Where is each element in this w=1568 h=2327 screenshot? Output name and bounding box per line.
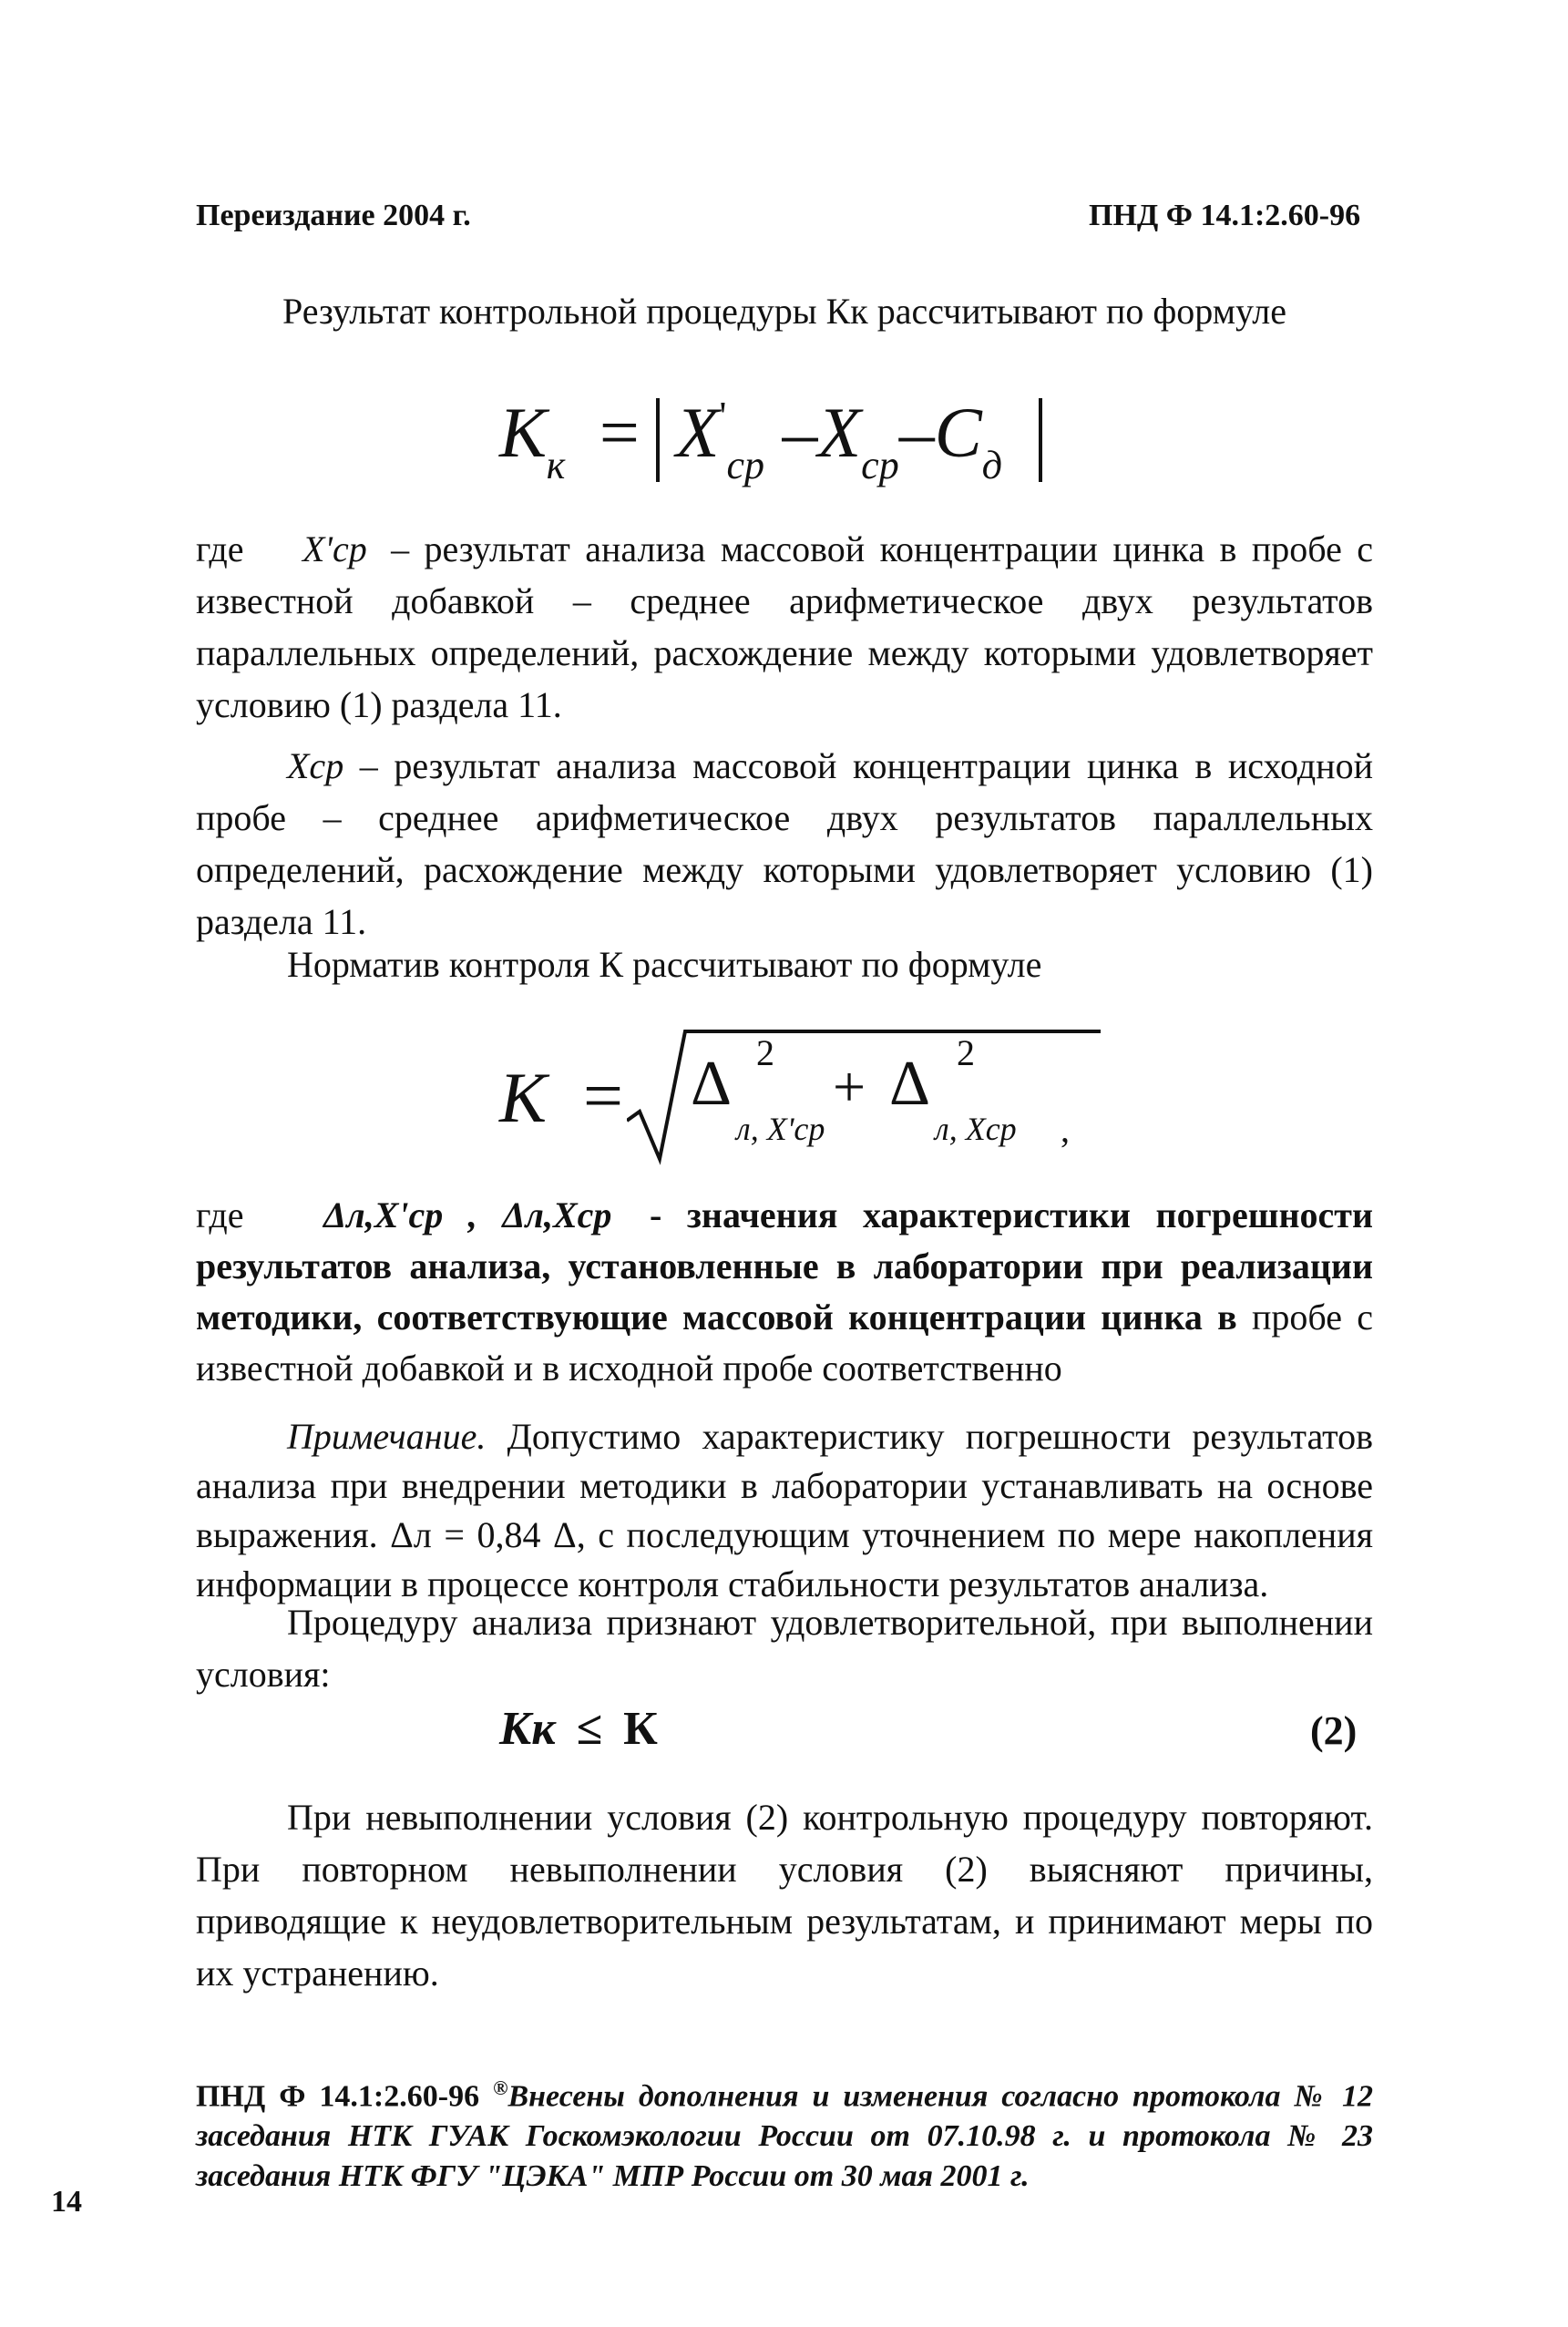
intro-line: Результат контрольной процедуры Кк рассчитывают по формуле xyxy=(282,291,1286,332)
where3-text1: - значения характеристики погрешности результатов анализа, установленные в лаборатории при реализации методики, соответствующие массовой концентрации цинка в xyxy=(196,1194,1374,1338)
formula1-minus1: – xyxy=(782,393,818,472)
formula2-delta2-sup: 2 xyxy=(957,1032,975,1073)
header-reissue-note: Переиздание 2004 г. xyxy=(196,199,471,232)
formula1-lhs-sub: к xyxy=(546,443,566,487)
formula2-delta1: Δ xyxy=(691,1049,733,1119)
where2-text: – результат анализа массовой концентрации цинка в исходной пробе – среднее арифметическое двух результатов параллельных определений, расхождение между которыми удовлетворяет условию (1) раздела 11. xyxy=(196,745,1373,942)
formula1-term2: X xyxy=(817,393,862,472)
formula2-delta2-sub: л, Xср xyxy=(935,1111,1017,1147)
footnote-code: ПНД Ф 14.1:2.60-96 xyxy=(196,2079,480,2114)
formula2-delta1-sub: л, X'ср xyxy=(736,1111,825,1147)
note-text: Допустимо характеристику погрешности результатов анализа при внедрении методики в лаборатории устанавливать на основе выражения. Δл = 0,84 Δ, с последующим уточнением по мере накопления информации в процессе контроля стабильности результатов анализа. xyxy=(196,1416,1373,1604)
norm-line: Норматив контроля К рассчитывают по формуле xyxy=(287,944,1042,985)
procedure-line: Процедуру анализа признают удовлетворительной, при выполнении условия: xyxy=(196,1602,1373,1695)
where3-symbols: Δл,X'ср , Δл,Xср xyxy=(323,1194,612,1235)
formula1-term3: C xyxy=(934,393,982,472)
formula2-trail: , xyxy=(1061,1109,1070,1150)
condition-expression xyxy=(499,1702,658,1756)
formula2-lhs: К xyxy=(499,1058,547,1137)
equation-number: (2) xyxy=(1310,1708,1358,1753)
note-paragraph xyxy=(196,1412,1373,1609)
footnote xyxy=(196,2068,1373,2197)
where2-symbol: Xср xyxy=(287,745,344,786)
formula1-term1: X xyxy=(675,393,720,472)
page-number: 14 xyxy=(51,2185,82,2219)
where3-lead: где xyxy=(196,1194,244,1235)
condition-lhs: Кк xyxy=(499,1703,556,1755)
where3-text3: исходной пробе соответственно xyxy=(569,1348,1062,1389)
condition-op: ≤ xyxy=(576,1703,603,1755)
formula1-term1-prime: ' xyxy=(719,394,727,438)
formula1-eq: = xyxy=(599,393,640,472)
formula2-eq: = xyxy=(583,1056,623,1135)
condition-rhs: К xyxy=(623,1703,658,1755)
final-paragraph: При невыполнении условия (2) контрольную процедуру повторяют. При повторном невыполнении условия (2) выясняют причины, приводящие к неудовлетворительным результатам, и принимают меры по их устранению. xyxy=(196,1797,1373,1994)
formula1-term2-sub: ср xyxy=(861,443,899,487)
where-paragraph-3 xyxy=(196,1190,1373,1394)
footnote-mark: ® xyxy=(493,2076,508,2099)
formula2-delta1-sup: 2 xyxy=(756,1032,774,1073)
where3-text2: пробе с известной добавкой и в xyxy=(196,1297,1374,1389)
formula1-lhs: К xyxy=(499,393,547,472)
where-paragraph-2 xyxy=(196,740,1373,948)
where1-symbol: X'ср xyxy=(302,528,367,569)
where1-lead: где xyxy=(196,528,244,569)
footnote-text: Внесены дополнения и изменения согласно протокола № 12 заседания НТК ГУАК Госкомэкологии России от 07.10.98 г. и протокола № 23 заседания НТК ФГУ "ЦЭКА" МПР России от 30 мая 2001 г. xyxy=(196,2079,1374,2194)
formula2-delta2: Δ xyxy=(889,1049,931,1119)
abs-bar-right xyxy=(1039,398,1042,482)
formula1-minus2: – xyxy=(898,393,935,472)
header-document-code: ПНД Ф 14.1:2.60-96 xyxy=(1089,199,1361,232)
where1-text: – результат анализа массовой концентрации цинка в пробе с известной добавкой – среднее арифметическое двух результатов параллельных определений, расхождение между которыми удовлетворяет условию (1) раздела 11. xyxy=(196,528,1374,725)
formula2-plus: + xyxy=(833,1054,866,1119)
formula-k-sqrt xyxy=(499,1020,1137,1166)
note-label: Примечание. xyxy=(287,1416,487,1457)
formula1-term3-sub: д xyxy=(981,443,1002,487)
formula1-term1-sub: ср xyxy=(726,443,765,487)
where-paragraph-1 xyxy=(196,523,1373,731)
abs-bar-left xyxy=(656,398,660,482)
formula-kk xyxy=(499,392,1059,487)
